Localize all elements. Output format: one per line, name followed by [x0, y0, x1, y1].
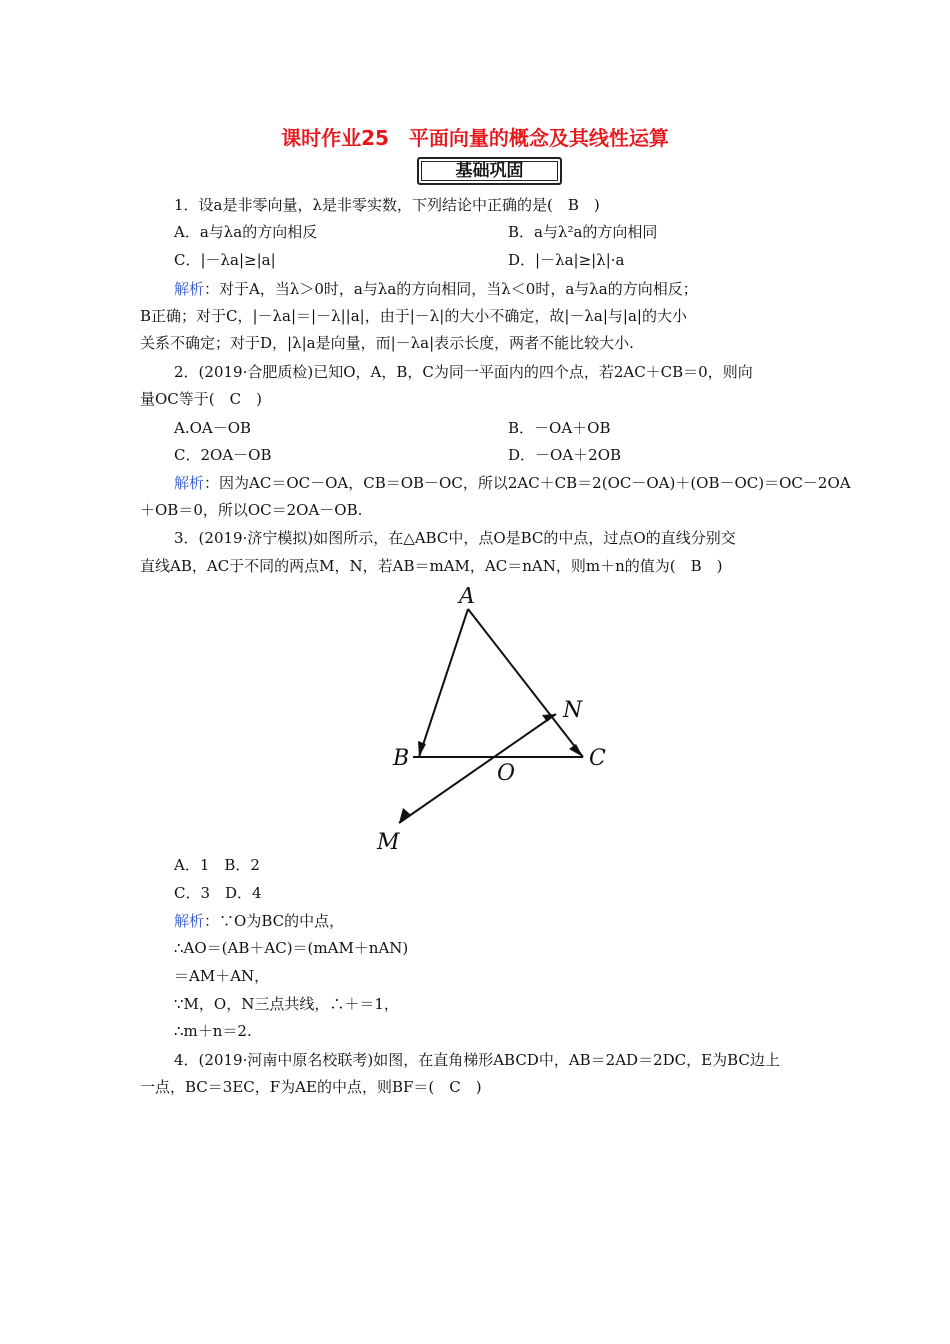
q2-solution-line-2: ＋OB＝0，所以OC＝2OA－OB. [140, 501, 363, 519]
label-m: M [377, 830, 400, 855]
q3-solution-label: 解析 [174, 912, 205, 930]
label-b: B [393, 746, 410, 771]
label-a: A [459, 587, 475, 609]
q3-stem-line-1: 3．(2019·济宁模拟)如图所示，在△ABC中，点O是BC的中点，过点O的直线分别交 [174, 529, 736, 547]
label-n: N [563, 698, 583, 723]
q1-solution-text: ：对于A，当λ＞0时，a与λa的方向相同，当λ＜0时，a与λa的方向相反； [204, 280, 698, 298]
q2-stem-line-1: 2．(2019·合肥质检)已知O，A，B，C为同一平面内的四个点，若2AC＋CB＝0，则向 [174, 363, 753, 381]
label-c: C [589, 746, 606, 771]
q3-options-line-1: A．1 B．2 [174, 856, 260, 874]
q1-solution-label: 解析 [174, 280, 205, 298]
q2-solution-label: 解析 [174, 474, 205, 492]
q3-solution-text: ：∵O为BC的中点， [204, 912, 345, 930]
q3-solution-line-1 [174, 911, 344, 931]
q1-solution-line-3: 关系不确定；对于D，|λ|a是向量，而|－λa|表示长度，两者不能比较大小. [140, 334, 634, 352]
q3-solution-line-2: ∴AO＝(AB＋AC)＝(mAM＋nAN) [174, 939, 409, 957]
q1-option-a: A．a与λa的方向相反 [174, 223, 318, 241]
triangle-figure [373, 587, 608, 855]
q1-option-b: B．a与λ²a的方向相同 [508, 223, 658, 241]
q3-solution-line-5: ∴m＋n＝2. [174, 1022, 252, 1040]
q2-option-c: C．2OA－OB [174, 446, 272, 464]
q2-solution-line-1 [174, 473, 851, 493]
q3-options-line-2: C．3 D．4 [174, 884, 262, 902]
q1-stem: 1．设a是非零向量，λ是非零实数，下列结论中正确的是( B ) [174, 196, 600, 214]
q4-stem-line-2: 一点，BC＝3EC，F为AE的中点，则BF＝( C ) [140, 1078, 482, 1096]
q1-option-d: D．|－λa|≥|λ|·a [508, 251, 625, 269]
section-badge [417, 157, 562, 185]
q3-solution-line-3: ＝AM＋AN， [174, 967, 270, 985]
label-o: O [497, 761, 516, 786]
q1-solution-line-2: B正确；对于C，|－λa|＝|－λ||a|，由于|－λ|的大小不确定，故|－λa|与|a|的大小 [140, 307, 687, 325]
q4-stem-line-1: 4．(2019·河南中原名校联考)如图，在直角梯形ABCD中，AB＝2AD＝2DC，E为BC边上 [174, 1051, 780, 1069]
page-title: 课时作业25 平面向量的概念及其线性运算 [281, 126, 669, 150]
q2-stem-line-2: 量OC等于( C ) [140, 390, 262, 408]
q1-solution-line-1 [174, 279, 698, 299]
q2-option-a: A.OA－OB [174, 419, 252, 437]
section-badge-label: 基础巩固 [455, 161, 524, 181]
q2-solution-text: ：因为AC＝OC－OA，CB＝OB－OC，所以2AC＋CB＝2(OC－OA)＋(OB－OC)＝OC－2OA [204, 474, 851, 492]
q2-option-b: B．－OA＋OB [508, 419, 611, 437]
q1-option-c: C．|－λa|≥|a| [174, 251, 276, 269]
q3-solution-line-4: ∵M，O，N三点共线，∴＋＝1， [174, 995, 399, 1013]
q2-option-d: D．－OA＋2OB [508, 446, 622, 464]
q3-stem-line-2: 直线AB，AC于不同的两点M，N，若AB＝mAM，AC＝nAN，则m＋n的值为( B ) [140, 557, 723, 575]
